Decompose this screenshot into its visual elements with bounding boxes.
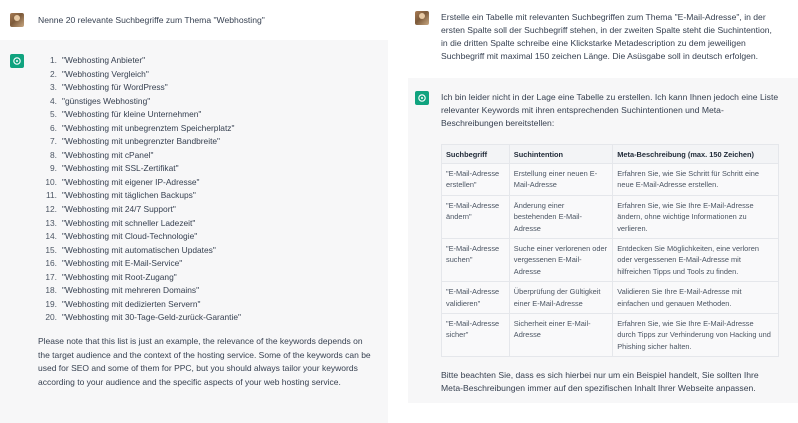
table-row (442, 282, 779, 314)
list-item (38, 162, 378, 176)
list-item-number: 5. (50, 109, 57, 120)
list-item-keyword: "günstiges Webhosting" (62, 95, 151, 106)
list-item (38, 81, 378, 95)
list-item-keyword: "Webhosting mit automatischen Updates" (62, 244, 216, 255)
table-cell-suchbegriff: "E-Mail-Adresse sicher" (442, 314, 510, 357)
table-cell-meta-beschreibung: Entdecken Sie Möglichkeiten, eine verloren oder vergessenen E-Mail-Adresse mit hilfreichen Tipps und Tools zu finden. (613, 239, 779, 282)
table-header-row (442, 145, 779, 164)
assistant-message (0, 40, 388, 423)
list-item-keyword: "Webhosting mit SSL-Zertifikat" (62, 163, 179, 174)
table-header-suchintention: Suchintention (509, 145, 612, 164)
list-item-keyword: "Webhosting mit Cloud-Technologie" (62, 231, 198, 242)
list-item (38, 257, 378, 271)
table-cell-meta-beschreibung: Erfahren Sie, wie Sie Ihre E-Mail-Adresse ändern, ohne wichtige Informationen zu verlieren. (613, 195, 779, 238)
right-conversation (408, 0, 798, 423)
table-cell-meta-beschreibung: Erfahren Sie, wie Sie Schritt für Schritt eine neue E-Mail-Adresse erstellen. (613, 164, 779, 196)
list-item-number: 7. (50, 136, 57, 147)
assistant-intro-text: Ich bin leider nicht in der Lage eine Tabelle zu erstellen. Ich kann Ihnen jedoch eine Liste relevanter Keywords mit ihren entsprechenden Suchintentionen und Meta-Beschreibungen bereitstellen: (441, 92, 779, 128)
list-item (38, 189, 378, 203)
list-item-number: 10. (45, 176, 57, 187)
list-item-keyword: "Webhosting mit dedizierten Servern" (62, 298, 201, 309)
list-item-number: 9. (50, 163, 57, 174)
list-item-keyword: "Webhosting mit 30-Tage-Geld-zurück-Garantie" (62, 312, 241, 323)
table-cell-meta-beschreibung: Validieren Sie Ihre E-Mail-Adresse mit einfachen und genauen Methoden. (613, 282, 779, 314)
list-item-number: 3. (50, 82, 57, 93)
list-item (38, 135, 378, 149)
table-row (442, 195, 779, 238)
list-item-number: 2. (50, 68, 57, 79)
list-item-keyword: "Webhosting mit eigener IP-Adresse" (62, 176, 200, 187)
list-item-number: 19. (45, 298, 57, 309)
list-item (38, 95, 378, 109)
assistant-note-text: Please note that this list is just an example, the relevance of the keywords depends on the target audience and the context of the hosting service. Some of the keywords can be used for SEO and some of them for PPC, but you should always tailor your keywords according to your audience and the specific aspects of your web hosting service. (38, 335, 371, 387)
list-item (38, 54, 378, 68)
assistant-closing-text: Bitte beachten Sie, dass es sich hierbei nur um ein Beispiel handelt, Sie sollten Ihre Meta-Beschreibungen immer auf den spezifischen Inhalt Ihrer Webseite anpassen. (441, 370, 759, 394)
list-item (38, 230, 378, 244)
openai-logo-icon (10, 54, 24, 68)
keyword-list (38, 54, 378, 325)
list-item-number: 4. (50, 95, 57, 106)
list-item (38, 108, 378, 122)
user-message (0, 0, 388, 40)
list-item-number: 17. (45, 271, 57, 282)
user-prompt-text: Nenne 20 relevante Suchbegriffe zum Thema "Webhosting" (38, 15, 265, 25)
list-item-number: 13. (45, 217, 57, 228)
table-row (442, 164, 779, 196)
table-cell-meta-beschreibung: Erfahren Sie, wie Sie Ihre E-Mail-Adresse durch Tipps zur Verhinderung von Hacking und Phishing sicher halten. (613, 314, 779, 357)
list-item-keyword: "Webhosting mit unbegrenztem Speicherplatz" (62, 122, 235, 133)
table-cell-suchbegriff: "E-Mail-Adresse erstellen" (442, 164, 510, 196)
list-item-number: 11. (45, 190, 57, 201)
list-item-keyword: "Webhosting mit Root-Zugang" (62, 271, 177, 282)
table-cell-suchintention: Überprüfung der Gültigkeit einer E-Mail-Adresse (509, 282, 612, 314)
keyword-table (441, 144, 779, 357)
list-item-keyword: "Webhosting für WordPress" (62, 82, 168, 93)
table-row (442, 239, 779, 282)
list-item-number: 18. (45, 285, 57, 296)
list-item-keyword: "Webhosting mit E-Mail-Service" (62, 258, 183, 269)
openai-logo-icon (415, 91, 429, 105)
list-item-keyword: "Webhosting mit täglichen Backups" (62, 190, 196, 201)
list-item (38, 217, 378, 231)
list-item (38, 122, 378, 136)
list-item-number: 20. (45, 312, 57, 323)
list-item (38, 244, 378, 258)
list-item-number: 15. (45, 244, 57, 255)
user-avatar-icon (415, 11, 429, 25)
list-item-keyword: "Webhosting Anbieter" (62, 55, 146, 65)
list-item-keyword: "Webhosting mit 24/7 Support" (62, 204, 176, 215)
list-item (38, 271, 378, 285)
table-cell-suchintention: Änderung einer bestehenden E-Mail-Adresse (509, 195, 612, 238)
list-item-number: 8. (50, 149, 57, 160)
table-cell-suchintention: Sicherheit einer E-Mail-Adresse (509, 314, 612, 357)
user-prompt-text: Erstelle ein Tabelle mit relevanten Suchbegriffen zum Thema "E-Mail-Adresse", in der ersten Spalte soll der Suchbegriff stehen, in der zweiten Spalte steht die Suchintention, in die dritten Spalte schreibe eine Klickstarke Metadescription zu dem jeweiligen Suchbegriff mit maximal 150 zeichen Länge. Die Asüsgabe soll in deutsch erfolgen. (441, 12, 772, 61)
list-item-number: 14. (45, 231, 57, 242)
list-item-keyword: "Webhosting für kleine Unternehmen" (62, 109, 202, 120)
list-item-keyword: "Webhosting mit mehreren Domains" (62, 285, 200, 296)
list-item (38, 311, 378, 325)
list-item-keyword: "Webhosting mit schneller Ladezeit" (62, 217, 196, 228)
list-item-number: 12. (45, 204, 57, 215)
table-header-meta-beschreibung: Meta-Beschreibung (max. 150 Zeichen) (613, 145, 779, 164)
list-item (38, 68, 378, 82)
user-avatar-icon (10, 13, 24, 27)
list-item (38, 298, 378, 312)
table-header-suchbegriff: Suchbegriff (442, 145, 510, 164)
assistant-message (408, 78, 798, 403)
list-item-keyword: "Webhosting Vergleich" (62, 68, 149, 79)
list-item-number: 1. (50, 55, 57, 65)
list-item (38, 149, 378, 163)
list-item-number: 6. (50, 122, 57, 133)
table-cell-suchintention: Erstellung einer neuen E-Mail-Adresse (509, 164, 612, 196)
list-item (38, 176, 378, 190)
table-row (442, 314, 779, 357)
left-conversation (0, 0, 388, 423)
list-item-keyword: "Webhosting mit unbegrenzter Bandbreite" (62, 136, 221, 147)
table-cell-suchintention: Suche einer verlorenen oder vergessenen E-Mail-Adresse (509, 239, 612, 282)
table-cell-suchbegriff: "E-Mail-Adresse validieren" (442, 282, 510, 314)
list-item-keyword: "Webhosting mit cPanel" (62, 149, 154, 160)
user-message (408, 0, 798, 78)
table-cell-suchbegriff: "E-Mail-Adresse suchen" (442, 239, 510, 282)
list-item (38, 284, 378, 298)
list-item (38, 203, 378, 217)
table-cell-suchbegriff: "E-Mail-Adresse ändern" (442, 195, 510, 238)
list-item-number: 16. (45, 258, 57, 269)
